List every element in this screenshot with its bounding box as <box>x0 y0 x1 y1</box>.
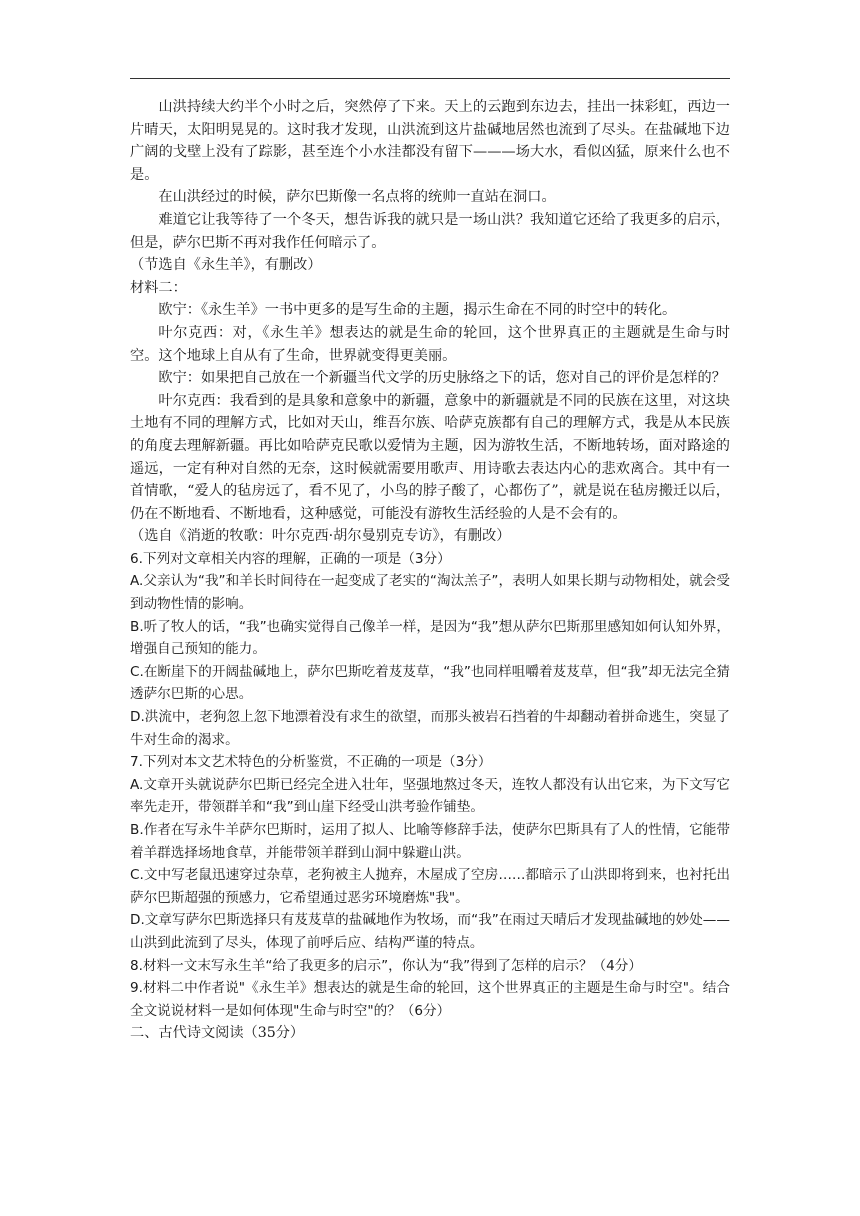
source-note: （节选自《永生羊》，有删改） <box>130 257 322 274</box>
option-b: B.听了牧人的话，“我”也确实觉得自己像羊一样，是因为“我”想从萨尔巴斯那里感知如何认知外界，增强自己预知的能力。 <box>130 618 730 658</box>
option-c: C.在断崖下的开阔盐碱地上，萨尔巴斯吃着芨芨草，“我”也同样咀嚼着芨芨草，但“我”却无法完全猜透萨尔巴斯的心思。 <box>130 663 730 703</box>
option-c: C.文中写老鼠迅速穿过杂草，老狗被主人抛弃，木屋成了空房……都暗示了山洪即将到来，也衬托出萨尔巴斯超强的预感力，它希望通过恶劣环境磨炼"我"。 <box>130 867 730 906</box>
section-heading: 二、古代诗文阅读（35分） <box>130 1025 305 1042</box>
paragraph: 山洪持续大约半个小时之后，突然停了下来。天上的云跑到东边去，挂出一抹彩虹，西边一片晴天，太阳明晃晃的。这时我才发现，山洪流到这片盐碱地居然也流到了尽头。在盐碱地下边广阔的戈壁上没有了踪影，甚至连个小水洼都没有留下———场大水，看似凶猛，原来什么也不是。 <box>130 99 730 183</box>
document-body <box>130 96 730 1045</box>
paragraph: 欧宁：《永生羊》一书中更多的是写生命的主题，揭示生命在不同的时空中的转化。 <box>158 302 677 319</box>
source-note: （选自《消逝的牧歌：叶尔克西·胡尔曼别克专访》，有删改） <box>130 528 511 545</box>
header-rule <box>130 78 730 79</box>
question-9: 9.材料二中作者说"《永生羊》想表达的就是生命的轮回，这个世界真正的主题是生命与时空"。结合全文说说材料一是如何体现"生命与时空"的？（6分） <box>130 980 730 1019</box>
option-d: D.洪流中，老狗忽上忽下地漂着没有求生的欲望，而那头被岩石挡着的牛却翻动着拼命逃生，突显了牛对生命的渴求。 <box>130 709 730 748</box>
section-label: 材料二： <box>130 279 187 296</box>
question-8: 8.材料一文末写永生羊“给了我更多的启示”，你认为“我”得到了怎样的启示？（4分） <box>130 957 642 974</box>
option-b: B.作者在写永牛羊萨尔巴斯时，运用了拟人、比喻等修辞手法，使萨尔巴斯具有了人的性情，它能带着羊群选择场地食草，并能带领羊群到山洞中躲避山洪。 <box>130 822 730 861</box>
paragraph: 叶尔克西：我看到的是具象和意象中的新疆，意象中的新疆就是不同的民族在这里，对这块土地有不同的理解方式，比如对天山，维吾尔族、哈萨克族都有自己的理解方式，我是从本民族的角度去理解新疆。再比如哈萨克民歌以爱情为主题，因为游牧生活，不断地转场，面对路途的遥远，一定有种对自然的无奈，这时候就需要用歌声、用诗歌去表达内心的悲欢离合。其中有一首情歌，“爱人的毡房远了，看不见了，小鸟的脖子酸了，心都伤了”，就是说在毡房搬迁以后，仍在不断地看、不断地看，这种感觉，可能没有游牧生活经验的人是不会有的。 <box>130 392 730 522</box>
question-6: 6.下列对文章相关内容的理解，正确的一项是（3分） <box>130 550 451 567</box>
paragraph: 欧宁：如果把自己放在一个新疆当代文学的历史脉络之下的话，您对自己的评价是怎样的？ <box>158 370 726 387</box>
paragraph: 叶尔克西：对，《永生羊》想表达的就是生命的轮回，这个世界真正的主题就是生命与时空。这个地球上自从有了生命，世界就变得更美丽。 <box>130 324 730 364</box>
paragraph: 难道它让我等待了一个冬天，想告诉我的就只是一场山洪？我知道它还给了我更多的启示，但是，萨尔巴斯不再对我作任何暗示了。 <box>130 211 730 251</box>
question-7: 7.下列对本文艺术特色的分析鉴赏，不正确的一项是（3分） <box>130 754 492 771</box>
option-a: A.父亲认为“我”和羊长时间待在一起变成了老实的“淘汰羔子”，表明人如果长期与动物相处，就会受到动物性情的影响。 <box>130 573 730 613</box>
option-a: A.文章开头就说萨尔巴斯已经完全进入壮年，坚强地熬过冬天，连牧人都没有认出它来，为下文写它率先走开，带领群羊和“我”到山崖下经受山洪考验作铺垫。 <box>130 776 730 816</box>
option-d: D.文章写萨尔巴斯选择只有芨芨草的盐碱地作为牧场，而“我”在雨过天晴后才发现盐碱地的妙处——山洪到此流到了尽头，体现了前呼后应、结构严谨的特点。 <box>130 912 730 951</box>
paragraph: 在山洪经过的时候，萨尔巴斯像一名点将的统帅一直站在洞口。 <box>158 189 556 206</box>
